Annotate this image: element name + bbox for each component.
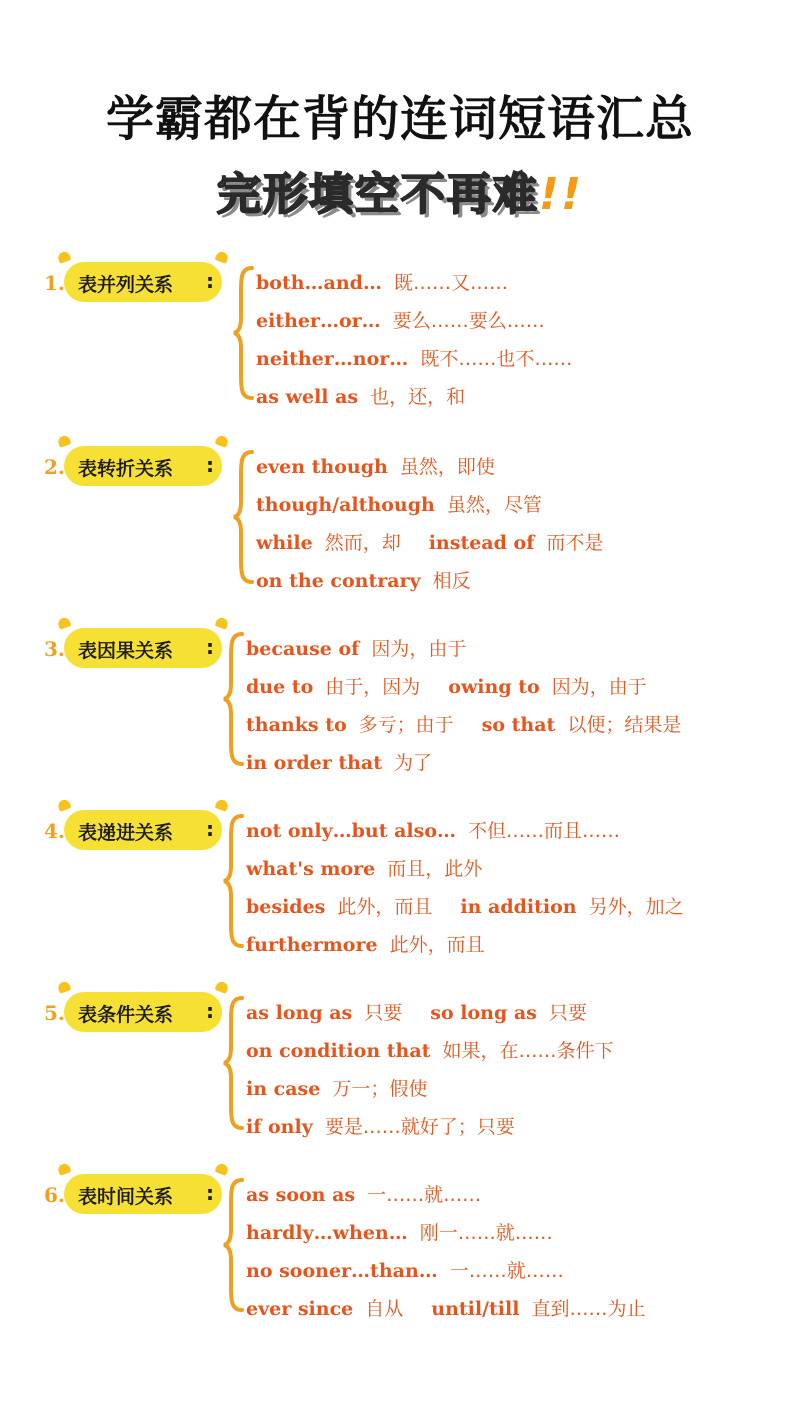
section-2: [0, 446, 800, 626]
chinese-meaning: 以便；结果是: [567, 714, 682, 736]
phrase-line: [256, 382, 465, 409]
chinese-meaning: 相反: [432, 570, 471, 592]
chinese-meaning: 要是……就好了；只要: [324, 1116, 515, 1138]
english-phrase: what's more: [246, 858, 376, 880]
phrase-line: [246, 1180, 481, 1207]
phrase-line: [246, 634, 466, 661]
chinese-meaning: 多亏；由于: [358, 714, 454, 736]
english-phrase: because of: [246, 638, 360, 660]
english-phrase: until/till: [431, 1298, 520, 1320]
phrase-line: [256, 344, 572, 371]
chinese-meaning: 也，还，和: [370, 386, 466, 408]
page-title: 学霸都在背的连词短语汇总: [105, 91, 694, 147]
section-number: 4.: [44, 819, 65, 843]
english-phrase: due to: [246, 676, 314, 698]
section-number: 5.: [44, 1001, 65, 1025]
category-colon: :: [206, 817, 214, 841]
chinese-meaning: 一……就……: [449, 1260, 564, 1282]
section-number: 2.: [44, 455, 65, 479]
chinese-meaning: 刚一……就……: [419, 1222, 553, 1244]
english-phrase: neither…nor…: [256, 348, 409, 370]
curly-brace: [222, 814, 244, 948]
english-phrase: thanks to: [246, 714, 347, 736]
chinese-meaning: 要么……要么……: [392, 310, 545, 332]
english-phrase: hardly…when…: [246, 1222, 408, 1244]
chinese-meaning: 另外，加之: [588, 896, 684, 918]
chinese-meaning: 因为，由于: [551, 676, 647, 698]
section-number: 6.: [44, 1183, 65, 1207]
phrase-line: [246, 672, 647, 699]
phrase-line: [256, 268, 508, 295]
phrase-line: [246, 710, 681, 737]
phrase-line: [256, 306, 545, 333]
phrase-line: [246, 1218, 553, 1245]
english-phrase: if only: [246, 1116, 313, 1138]
curly-brace: [232, 450, 254, 584]
chinese-meaning: 自从: [365, 1298, 404, 1320]
chinese-meaning: 此外，而且: [389, 934, 485, 956]
category-colon: :: [206, 1181, 214, 1205]
phrase-line: [246, 1036, 613, 1063]
section-6: [0, 1174, 800, 1354]
english-phrase: besides: [246, 896, 326, 918]
category-colon: :: [206, 453, 214, 477]
phrase-line: [246, 816, 620, 843]
english-phrase: ever since: [246, 1298, 354, 1320]
chinese-meaning: 既……又……: [393, 272, 508, 294]
chinese-meaning: 一……就……: [367, 1184, 482, 1206]
chinese-meaning: 虽然，尽管: [446, 494, 542, 516]
section-number: 3.: [44, 637, 65, 661]
phrase-line: [246, 1256, 564, 1283]
curly-brace: [232, 266, 254, 400]
chinese-meaning: 虽然，即使: [399, 456, 495, 478]
chinese-meaning: 而且，此外: [387, 858, 483, 880]
category-label: 表时间关系: [78, 1186, 174, 1208]
category-label: 表并列关系: [78, 274, 174, 296]
chinese-meaning: 为了: [394, 752, 433, 774]
chinese-meaning: 如果，在……条件下: [442, 1040, 614, 1062]
english-phrase: while: [256, 532, 313, 554]
phrase-line: [246, 854, 482, 881]
section-3: [0, 628, 800, 808]
english-phrase: in case: [246, 1078, 321, 1100]
section-4: [0, 810, 800, 990]
chinese-meaning: 而不是: [546, 532, 604, 554]
english-phrase: instead of: [428, 532, 535, 554]
chinese-meaning: 只要: [364, 1002, 403, 1024]
chinese-meaning: 不但……而且……: [468, 820, 621, 842]
section-number: 1.: [44, 271, 65, 295]
curly-brace: [222, 632, 244, 766]
english-phrase: furthermore: [246, 934, 378, 956]
phrase-line: [246, 892, 684, 919]
category-label: 表转折关系: [78, 458, 174, 480]
chinese-meaning: 直到……为止: [531, 1298, 646, 1320]
category-colon: :: [206, 269, 214, 293]
chinese-meaning: 此外，而且: [337, 896, 433, 918]
phrase-line: [246, 930, 485, 957]
english-phrase: no sooner…than…: [246, 1260, 438, 1282]
english-phrase: in order that: [246, 752, 383, 774]
chinese-meaning: 既不……也不……: [420, 348, 573, 370]
category-colon: :: [206, 635, 214, 659]
phrase-line: [256, 566, 471, 593]
chinese-meaning: 由于，因为: [325, 676, 421, 698]
curly-brace: [222, 1178, 244, 1312]
chinese-meaning: 因为，由于: [371, 638, 467, 660]
section-1: [0, 262, 800, 442]
exclamation-mark: !!: [538, 169, 584, 220]
subtitle-text: 完形填空不再难: [216, 169, 539, 220]
curly-brace: [222, 996, 244, 1130]
english-phrase: owing to: [448, 676, 540, 698]
heart-icon: [57, 250, 72, 264]
english-phrase: though/although: [256, 494, 435, 516]
phrase-line: [256, 490, 542, 517]
english-phrase: in addition: [460, 896, 577, 918]
english-phrase: on condition that: [246, 1040, 431, 1062]
english-phrase: both…and…: [256, 272, 382, 294]
category-label: 表递进关系: [78, 822, 174, 844]
chinese-meaning: 然而，却: [324, 532, 401, 554]
chinese-meaning: 万一；假使: [332, 1078, 428, 1100]
phrase-line: [246, 1294, 645, 1321]
phrase-line: [246, 748, 432, 775]
english-phrase: even though: [256, 456, 388, 478]
english-phrase: as long as: [246, 1002, 353, 1024]
phrase-line: [256, 528, 603, 555]
english-phrase: on the contrary: [256, 570, 421, 592]
chinese-meaning: 只要: [548, 1002, 587, 1024]
section-5: [0, 992, 800, 1172]
english-phrase: so long as: [430, 1002, 537, 1024]
phrase-line: [256, 452, 495, 479]
english-phrase: either…or…: [256, 310, 381, 332]
category-label: 表条件关系: [78, 1004, 174, 1026]
category-colon: :: [206, 999, 214, 1023]
english-phrase: as well as: [256, 386, 359, 408]
english-phrase: so that: [481, 714, 556, 736]
category-label: 表因果关系: [78, 640, 174, 662]
english-phrase: as soon as: [246, 1184, 356, 1206]
phrase-line: [246, 1112, 515, 1139]
phrase-line: [246, 998, 587, 1025]
phrase-line: [246, 1074, 427, 1101]
english-phrase: not only…but also…: [246, 820, 457, 842]
page-subtitle: [0, 158, 800, 222]
heart-icon: [215, 250, 230, 264]
